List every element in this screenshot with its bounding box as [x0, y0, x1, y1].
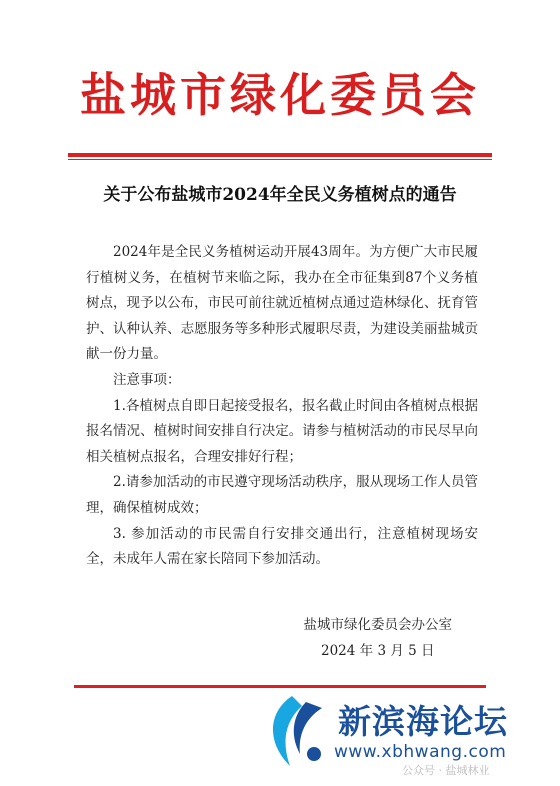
note-item-3: 3. 参加活动的市民需自行安排交通出行，注意植树现场安全，未成年人需在家长陪同下参加活动。 — [86, 525, 478, 568]
signature-org: 盐城市绿化委员会办公室 — [303, 617, 452, 633]
watermark — [262, 690, 560, 786]
notes-heading: 注意事项： — [113, 371, 181, 388]
red-divider-thin — [68, 159, 492, 160]
notice-title: 关于公布盐城市2024年全民义务植树点的通告 — [103, 185, 457, 205]
masthead-title: 盐城市绿化委员会 — [80, 68, 480, 122]
intro-paragraph: 2024年是全民义务植树运动开展43周年。为方便广大市民履行植树义务，在植树节来临之际，我办在全市征集到87个义务植树点，现予以公布，市民可前往就近植树点通过造林绿化、抚育管护、认种认养、志愿服务等多种形式履职尽责，为建设美丽盐城贡献一份力量。 — [86, 244, 478, 363]
signature-block — [304, 612, 453, 664]
note-item-1: 1.各植树点自即日起接受报名，报名截止时间由各植树点根据报名情况、植树时间安排自行决定。请参与植树活动的市民尽早向相关植树点报名，合理安排好行程； — [86, 397, 478, 465]
watermark-url: www.xbhwang.com — [334, 742, 507, 762]
watermark-account: 公众号 · 盐城林业 — [402, 764, 490, 777]
watermark-forum-name: 新滨海论坛 — [338, 702, 508, 741]
red-divider-thick — [68, 153, 492, 157]
signature-date: 2024 年 3 月 5 日 — [321, 643, 435, 659]
red-divider-bottom — [74, 685, 486, 688]
notice-body — [86, 240, 478, 573]
forum-logo-icon — [262, 692, 332, 772]
note-item-2: 2.请参加活动的市民遵守现场活动秩序，服从现场工作人员管理，确保植树成效； — [86, 474, 478, 516]
